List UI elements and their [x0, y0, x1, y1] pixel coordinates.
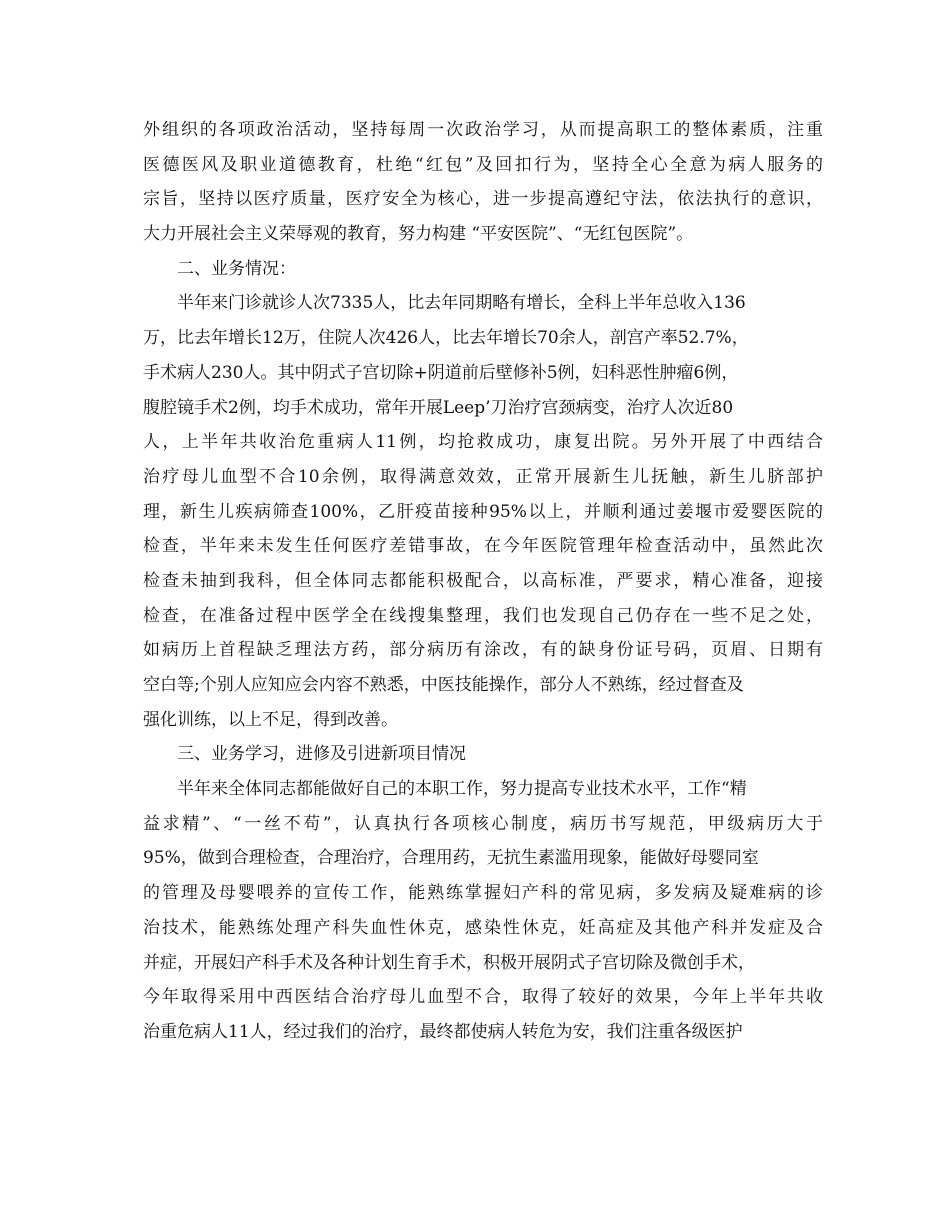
paragraph-line: 益求精”、“一丝不苟”，认真执行各项核心制度，病历书写规范，甲级病历大于	[143, 813, 823, 834]
paragraph-line: 外组织的各项政治活动，坚持每周一次政治学习，从而提高职工的整体素质，注重	[143, 120, 823, 140]
paragraph-line: 空白等;个别人应知应会内容不熟悉，中医技能操作，部分人不熟练，经过督查及	[143, 675, 744, 695]
paragraph-line: 治技术，能熟练处理产科失血性休克，感染性休克，妊高症及其他产科并发症及合	[143, 917, 823, 938]
paragraph-line: 并症，开展妇产科手术及各种计划生育手术，积极开展阴式子宫切除及微创手术，	[143, 952, 755, 973]
paragraph-line: 手术病人230人。其中阴式子宫切除+阴道前后壁修补5例，妇科恶性肿瘤6例，	[143, 362, 739, 383]
paragraph-line: 腹腔镜手术2例，均手术成功，常年开展Leep’刀治疗宫颈病变，治疗人次近80	[143, 397, 734, 418]
section-heading-study: 三、业务学习，进修及引进新项目情况	[177, 744, 466, 765]
paragraph-line: 检查未抽到我科，但全体同志都能积极配合，以高标准，严要求，精心准备，迎接	[143, 570, 823, 591]
paragraph-line: 宗旨，坚持以医疗质量，医疗安全为核心，进一步提高遵纪守法，依法执行的意识，	[143, 189, 823, 210]
paragraph-line: 强化训练，以上不足，得到改善。	[143, 709, 398, 730]
paragraph-line: 半年来门诊就诊人次7335人，比去年同期略有增长，全科上半年总收入136	[177, 293, 746, 314]
paragraph-line: 理，新生儿疾病筛查100%，乙肝疫苗接种95%以上，并顺利通过姜堰市爱婴医院的	[143, 501, 823, 522]
paragraph-business-status	[143, 286, 823, 737]
paragraph-line: 的管理及母婴喂养的宣传工作，能熟练掌握妇产科的常见病，多发病及疑难病的诊	[143, 883, 823, 904]
paragraph-line: 医德医风及职业道德教育，杜绝“红包”及回扣行为，坚持全心全意为病人服务的	[143, 154, 823, 175]
paragraph-line: 今年取得采用中西医结合治疗母儿血型不合，取得了较好的效果，今年上半年共收	[143, 987, 823, 1008]
paragraph-line: 检查，在准备过程中医学全在线搜集整理，我们也发现自己仍存在一些不足之处，	[143, 605, 823, 626]
section-heading-business: 二、业务情况：	[177, 258, 296, 279]
paragraph-line: 治疗母儿血型不合10余例，取得满意效效，正常开展新生儿抚触，新生儿脐部护	[143, 466, 823, 487]
paragraph-line: 人，上半年共收治危重病人11例，均抢救成功，康复出院。另外开展了中西结合	[143, 432, 823, 453]
paragraph-line: 大力开展社会主义荣辱观的教育，努力构建 “平安医院”、“无红包医院”。	[143, 224, 694, 245]
paragraph-line: 半年来全体同志都能做好自己的本职工作，努力提高专业技术水平，工作“精	[177, 779, 747, 800]
paragraph-line: 如病历上首程缺乏理法方药，部分病历有涂改，有的缺身份证号码，页眉、日期有	[143, 640, 823, 661]
paragraph-line: 治重危病人11人，经过我们的治疗，最终都使病人转危为安，我们注重各级医护	[143, 1021, 743, 1042]
paragraph-line: 检查，半年来未发生任何医疗差错事故，在今年医院管理年检查活动中，虽然此次	[143, 536, 823, 557]
paragraph-line: 95%，做到合理检查，合理治疗，合理用药，无抗生素滥用现象，能做好母婴同室	[143, 848, 759, 869]
document-body	[143, 113, 823, 1050]
paragraph-line: 万，比去年增长12万，住院人次426人，比去年增长70余人，剖宫产率52.7%，	[143, 328, 749, 349]
paragraph-political-education	[143, 113, 823, 252]
paragraph-study-projects	[143, 772, 823, 1050]
